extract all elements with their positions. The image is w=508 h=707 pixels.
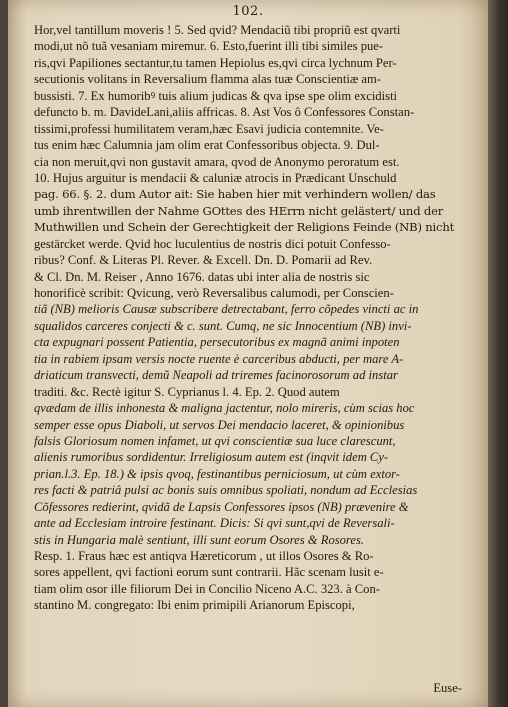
text-line: Hor,vel tantillum moveris ! 5. Sed qvid? Mendaciũ tibi propriũ est qvarti	[34, 23, 401, 37]
text-line: prian.l.3. Ep. 18.) & ipsis qvoq, festinantibus perniciosum, ut cùm extor-	[34, 466, 400, 481]
book-page	[8, 0, 488, 707]
text-line: semper esse opus Diaboli, ut servos Dei mendacio laceret, & opinionibus	[34, 417, 405, 432]
text-line: pag. 66. §. 2. dum Autor ait: Sie haben hier mit verhindern wollen/ das	[34, 187, 436, 202]
text-line: modi,ut nõ tuã vesaniam miremur. 6. Esto,fuerint illi tibi similes pue-	[34, 39, 384, 54]
text-line: ante ad Ecclesiam introire festinant. Dicis: Si qvi sunt,qvi de Reversali-	[34, 516, 395, 531]
body-text	[34, 22, 468, 614]
text-line: tiã (NB) melioris Causæ subscribere detrectabant, ferro cõpedes vincti ac in	[34, 302, 419, 317]
text-line: honorificè scribit: Qvicung, verò Reversalibus calumodi, per Conscien-	[34, 286, 394, 300]
text-line: traditi. &c. Rectè igitur S. Cyprianus l. 4. Ep. 2. Quod autem	[34, 384, 340, 399]
text-line: umb ihrentwillen der Nahme GOttes des HErrn nicht gelästert/ und der	[34, 203, 444, 218]
text-line: tissimi,professi humilitatem veram,hæc Esavi judicia contemnite. Ve-	[34, 121, 384, 136]
text-line: 10. Hujus arguitur is mendacii & caluniæ atrocis in Prædicant Unschuld	[34, 170, 397, 185]
book-spine-edge	[488, 0, 508, 707]
text-line: Muthwillen und Schein der Gerechtigkeit der Religions Feinde (NB) nicht	[34, 220, 455, 235]
text-line: cta expugnari possent Patientia, persecutoribus ex magnã animi inpoten	[34, 335, 400, 350]
text-line: falsis Gloriosum nomen infamet, ut qvi conscientiæ sua luce clarescunt,	[34, 433, 396, 448]
text-line: tiam olim osor ille filiorum Dei in Concilio Niceno A.C. 323. à Con-	[34, 581, 380, 596]
text-line: secutionis volitans in Reversalium flamma alas tuæ Conscientiæ am-	[34, 72, 381, 87]
text-line: bussisti. 7. Ex humoribꝰ tuis alium judicas & qva ipse spe olim excidisti	[34, 88, 398, 103]
text-line: tia in rabiem ipsam versis nocte ruente è carceribus abducti, per mare A-	[34, 351, 404, 366]
page-number: 102.	[232, 4, 264, 19]
text-line: ris,qvi Papiliones sectantur,tu tamen Hepiolus es,qvi circa lychnum Per-	[34, 55, 397, 70]
text-line: tus enim hæc Calumnia jam olim erat Confessoribus objecta. 9. Dul-	[34, 138, 380, 153]
text-line: stantino M. congregato: Ibi enim primipili Arianorum Episcopi,	[34, 598, 355, 613]
text-line: squalidos carceres conjecti & c. sunt. Cumq, ne sic Innocentium (NB) invi-	[34, 318, 412, 333]
text-line: alienis rumoribus sordidentur. Irreligiosum autem est (inqvit idem Cy-	[34, 450, 389, 465]
text-line: Resp. 1. Fraus hæc est antiqva Hæreticorum , ut illos Osores & Ro-	[34, 549, 374, 563]
text-line: cia non meruit,qvi non gustavit amara, qvod de Anonymo peroratum est.	[34, 154, 400, 169]
text-line: defuncto b. m. DavideLani,aliis affricas. 8. Ast Vos ô Confessores Constan-	[34, 105, 415, 120]
text-line: res facti & patriâ pulsi ac bonis suis omnibus spoliati, nondum ad Ecclesias	[34, 483, 418, 498]
text-line: stis in Hungaria malè sentiunt, illi sunt eorum Osores & Rosores.	[34, 532, 365, 547]
text-line: qvædam de illis inhonesta & maligna jactentur, nolo mireris, cùm scias hoc	[34, 401, 415, 416]
text-line: ribus? Conf. & Literas Pl. Rever. & Excell. Dn. D. Pomarii ad Rev.	[34, 253, 373, 268]
text-line: Cõfessores redierint, qvidã de Lapsis Confessores ipsos (NB) prævenire &	[34, 499, 409, 514]
text-line: gestärcket werde. Qvid hoc luculentius de nostris dici potuit Confesso-	[34, 236, 391, 251]
text-line: sores appellent, qvi factioni eorum sunt contrarii. Hãc scenam lusit e-	[34, 565, 384, 580]
text-line: & Cl. Dn. M. Reiser , Anno 1676. datas ubi inter alia de nostris sic	[34, 269, 370, 284]
text-line: driaticum transvecti, demũ Neapoli ad triremes facinorosorum ad instar	[34, 368, 398, 383]
catchword: Euse-	[433, 681, 462, 695]
